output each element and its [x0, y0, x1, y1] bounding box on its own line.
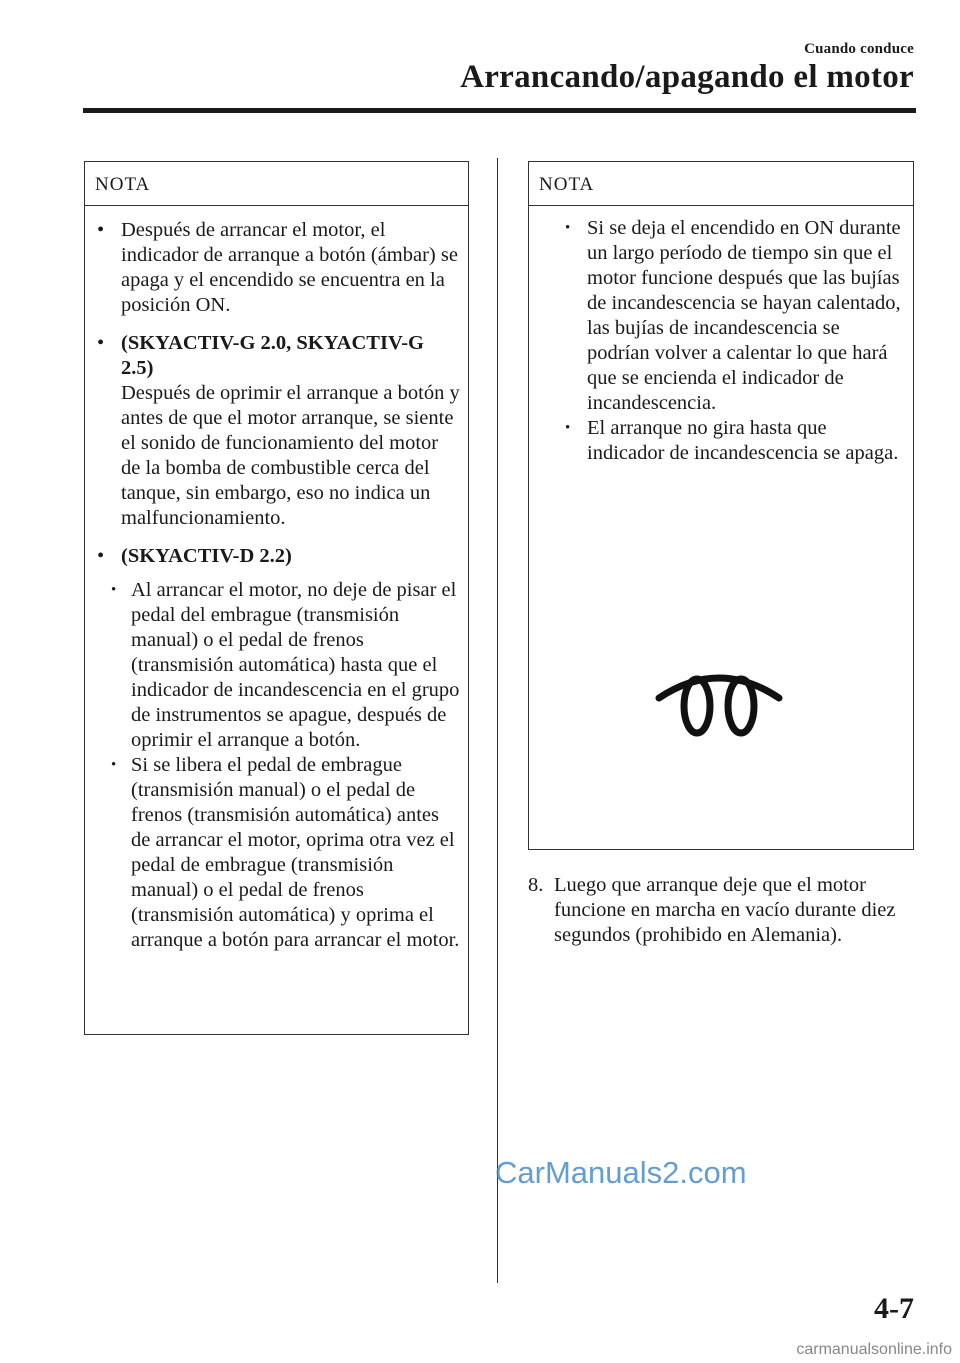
section-label: Cuando conduce	[804, 41, 914, 57]
sub-bullet-dot: •	[111, 757, 117, 773]
sub-bullet-dot: •	[111, 582, 117, 598]
page-number: 4-7	[874, 1292, 914, 1325]
footer-site: carmanualsonline.info	[796, 1341, 952, 1358]
sub-bullet-text: Al arrancar el motor, no deje de pisar el pedal del embrague (transmisión manual) o el pedal de frenos (transmisión automática) hasta que el indicador de incandescencia en el grupo de instrumentos se apague, después de oprimir el arranque a botón.	[131, 579, 460, 751]
sub-bullet-dot: •	[565, 420, 571, 436]
sub-bullet-text: Si se deja el encendido en ON durante un largo período de tiempo sin que el motor funcione después que las bujías de incandescencia se hayan calentado, las bujías de incandescencia se podrían volver a calentar lo que hará que se encienda el indicador de incandescencia.	[587, 217, 901, 414]
sub-list-item	[563, 216, 905, 416]
procedure-step	[528, 873, 908, 948]
bullet-dot: •	[97, 332, 105, 354]
sub-list-item	[97, 753, 460, 953]
list-item	[97, 331, 460, 531]
sub-list	[111, 578, 460, 953]
sub-bullet-text: Si se libera el pedal de embrague (transmisión manual) o el pedal de frenos (transmisión automática) antes de arrancar el motor, oprima otra vez el pedal de embrague (transmisión manual) o el pedal de frenos (transmisión automática) y oprima el arranque a botón para arrancar el motor.	[131, 754, 460, 951]
sub-list-item	[97, 578, 460, 753]
note-heading: NOTA	[529, 162, 913, 206]
bullet-bold-heading: (SKYACTIV-D 2.2)	[121, 545, 292, 567]
chapter-title: Arrancando/apagando el motor	[460, 59, 914, 95]
watermark: CarManuals2.com	[495, 1155, 747, 1190]
step-number: 8.	[528, 874, 544, 896]
note-heading: NOTA	[85, 162, 468, 206]
bullet-dot: •	[97, 219, 105, 241]
note-box-right	[528, 161, 914, 850]
header-rule	[83, 108, 916, 113]
list-item	[97, 218, 460, 318]
glow-plug-indicator-icon	[651, 664, 787, 744]
bullet-bold-heading: (SKYACTIV-G 2.0, SKYACTIV-G 2.5)	[121, 332, 424, 379]
sub-list-item	[563, 416, 905, 466]
note-body	[85, 206, 468, 953]
list-item	[97, 544, 460, 953]
note-box-left	[84, 161, 469, 1035]
note-body	[529, 206, 913, 466]
column-divider	[497, 158, 498, 1283]
sub-bullet-dot: •	[565, 220, 571, 236]
bullet-dot: •	[97, 545, 105, 567]
step-text: Luego que arranque deje que el motor funcione en marcha en vacío durante diez segundos (prohibido en Alemania).	[554, 874, 896, 946]
bullet-text: Después de oprimir el arranque a botón y antes de que el motor arranque, se siente el sonido de funcionamiento del motor de la bomba de combustible cerca del tanque, sin embargo, eso no indica un malfuncionamiento.	[121, 382, 460, 529]
sub-bullet-text: El arranque no gira hasta que indicador de incandescencia se apaga.	[587, 417, 899, 464]
bullet-text: Después de arrancar el motor, el indicador de arranque a botón (ámbar) se apaga y el encendido se encuentra en la posición ON.	[121, 219, 458, 316]
